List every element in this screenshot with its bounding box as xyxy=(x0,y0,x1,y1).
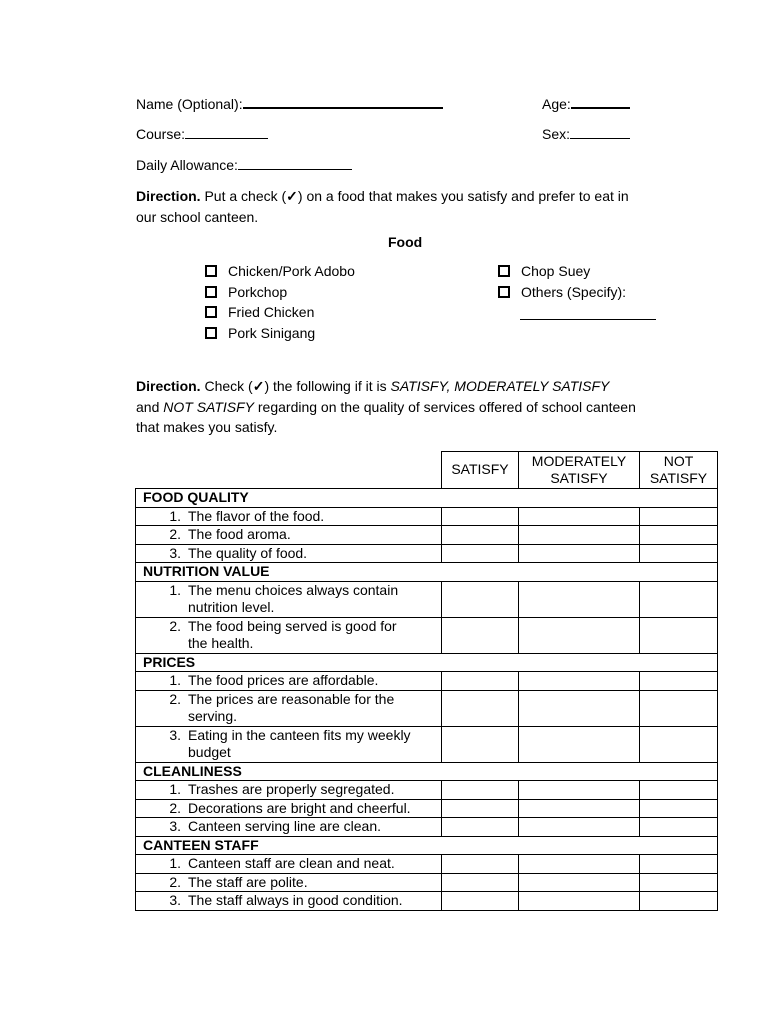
item-cell xyxy=(136,855,442,874)
rating-cell-not-satisfy[interactable] xyxy=(640,818,718,837)
col-moderately-label-1: MODERATELY xyxy=(531,452,627,469)
direction-2-line-1 xyxy=(136,376,696,397)
rating-cell-satisfy[interactable] xyxy=(442,892,519,911)
rating-cell-satisfy[interactable] xyxy=(442,855,519,874)
rating-cell-moderately-satisfy[interactable] xyxy=(519,855,640,874)
rating-cell-satisfy[interactable] xyxy=(442,873,519,892)
section-title: CLEANLINESS xyxy=(136,762,718,781)
sex-field xyxy=(542,124,630,142)
table-row xyxy=(136,781,718,800)
section-row xyxy=(136,489,718,508)
rating-cell-not-satisfy[interactable] xyxy=(640,507,718,526)
check-mark-icon: ✓ xyxy=(252,378,265,394)
direction-2-lead: Direction. xyxy=(136,378,201,394)
item-text-line: the health. xyxy=(188,635,254,651)
item-number: 1. xyxy=(169,507,181,524)
item-text xyxy=(188,727,441,762)
item-number: 1. xyxy=(169,855,181,871)
food-option[interactable] xyxy=(205,282,287,302)
rating-cell-not-satisfy[interactable] xyxy=(640,526,718,545)
item-cell xyxy=(136,726,442,762)
rating-cell-satisfy[interactable] xyxy=(442,617,519,653)
col-satisfy-header xyxy=(442,452,519,489)
name-field xyxy=(136,93,443,112)
checkbox-icon[interactable] xyxy=(205,265,217,277)
table-row xyxy=(136,818,718,837)
item-cell xyxy=(136,818,442,837)
course-field xyxy=(136,124,268,142)
rating-cell-moderately-satisfy[interactable] xyxy=(519,526,640,545)
sex-blank[interactable] xyxy=(570,124,630,139)
table-row xyxy=(136,873,718,892)
item-number: 1. xyxy=(169,581,181,598)
table-row xyxy=(136,581,718,617)
item-text-line: nutrition level. xyxy=(188,599,275,615)
rating-cell-not-satisfy[interactable] xyxy=(640,672,718,691)
item-text-line: Decorations are bright and cheerful. xyxy=(188,799,411,816)
rating-cell-moderately-satisfy[interactable] xyxy=(519,781,640,800)
rating-cell-satisfy[interactable] xyxy=(442,726,519,762)
item-text xyxy=(188,672,441,690)
item-number: 3. xyxy=(169,726,181,743)
item-number: 3. xyxy=(169,544,181,561)
others-specify-blank[interactable] xyxy=(520,305,656,320)
item-cell xyxy=(136,892,442,911)
item-text xyxy=(188,874,441,892)
rating-cell-satisfy[interactable] xyxy=(442,544,519,563)
item-number: 2. xyxy=(169,799,181,816)
food-option[interactable] xyxy=(498,282,626,302)
section-title: PRICES xyxy=(136,653,718,672)
item-text xyxy=(188,892,441,910)
item-cell xyxy=(136,526,442,545)
rating-cell-satisfy[interactable] xyxy=(442,672,519,691)
rating-cell-moderately-satisfy[interactable] xyxy=(519,818,640,837)
item-text-line: Canteen staff are clean and neat. xyxy=(188,855,395,871)
rating-cell-not-satisfy[interactable] xyxy=(640,726,718,762)
item-text xyxy=(188,800,441,818)
item-number: 2. xyxy=(169,690,181,707)
table-row xyxy=(136,507,718,526)
section-title: FOOD QUALITY xyxy=(136,489,718,508)
rating-cell-not-satisfy[interactable] xyxy=(640,873,718,892)
direction-1-lead: Direction. xyxy=(136,188,201,204)
item-text-line: serving. xyxy=(188,708,238,724)
rating-cell-satisfy[interactable] xyxy=(442,818,519,837)
food-option-label: Chop Suey xyxy=(521,263,591,279)
food-option-label: Pork Sinigang xyxy=(228,325,316,342)
rating-cell-moderately-satisfy[interactable] xyxy=(519,507,640,526)
col-moderately-header xyxy=(519,452,640,489)
checkbox-icon[interactable] xyxy=(498,265,510,277)
section-row xyxy=(136,836,718,855)
rating-cell-not-satisfy[interactable] xyxy=(640,544,718,563)
rating-cell-not-satisfy[interactable] xyxy=(640,855,718,874)
item-number: 1. xyxy=(169,672,181,688)
item-text-line: The menu choices always contain xyxy=(188,581,399,598)
item-text xyxy=(188,855,441,873)
table-row xyxy=(136,526,718,545)
item-cell xyxy=(136,617,442,653)
food-option-label: Chicken/Pork Adobo xyxy=(228,263,355,279)
rating-cell-moderately-satisfy[interactable] xyxy=(519,672,640,691)
age-label: Age: xyxy=(542,96,571,112)
rating-cell-moderately-satisfy[interactable] xyxy=(519,799,640,818)
course-label: Course: xyxy=(136,126,186,142)
item-text xyxy=(188,508,441,526)
col-not-label-1: NOT xyxy=(663,452,694,469)
food-option[interactable] xyxy=(205,302,314,322)
name-label: Name (Optional): xyxy=(136,96,243,112)
direction-1-text-a: Put a check ( xyxy=(200,188,287,204)
direction-2-text-d: regarding on the quality of services offered of school canteen xyxy=(254,398,636,415)
age-blank[interactable] xyxy=(571,93,630,109)
item-number: 3. xyxy=(169,818,181,834)
rating-cell-satisfy[interactable] xyxy=(442,799,519,818)
table-header-blank xyxy=(136,452,442,489)
direction-2 xyxy=(136,376,696,438)
item-text xyxy=(188,526,441,544)
item-text-line: budget xyxy=(188,744,231,760)
item-cell xyxy=(136,581,442,617)
rating-cell-not-satisfy[interactable] xyxy=(640,690,718,726)
table-row xyxy=(136,799,718,818)
table-header-row xyxy=(136,452,718,489)
item-text-line: The food aroma. xyxy=(188,526,291,542)
item-cell xyxy=(136,781,442,800)
item-text-line: The staff are polite. xyxy=(188,873,308,890)
col-not-label-2: SATISFY xyxy=(649,470,708,486)
col-not-satisfy-header xyxy=(640,452,718,489)
item-text-line: The staff always in good condition. xyxy=(188,892,403,908)
item-cell xyxy=(136,507,442,526)
direction-1 xyxy=(136,186,696,227)
item-number: 2. xyxy=(169,617,181,634)
item-cell xyxy=(136,672,442,691)
food-option-label: Porkchop xyxy=(228,283,288,300)
item-text-line: The food being served is good for xyxy=(188,617,397,634)
item-text-line: Eating in the canteen fits my weekly xyxy=(188,726,411,743)
item-cell xyxy=(136,873,442,892)
item-text-line: The prices are reasonable for the xyxy=(188,690,395,707)
food-option-label: Others (Specify): xyxy=(521,283,627,300)
col-satisfy-label: SATISFY xyxy=(451,461,509,478)
rating-cell-not-satisfy[interactable] xyxy=(640,892,718,911)
rating-cell-satisfy[interactable] xyxy=(442,690,519,726)
item-cell xyxy=(136,544,442,563)
rating-cell-satisfy[interactable] xyxy=(442,526,519,545)
checkbox-icon[interactable] xyxy=(498,286,510,298)
direction-1-text-b: ) on a food that makes you satisfy and prefer to eat in xyxy=(297,188,629,204)
direction-2-text-c: and xyxy=(136,398,164,415)
table-row xyxy=(136,672,718,691)
course-blank[interactable] xyxy=(185,124,268,139)
checkbox-icon[interactable] xyxy=(205,286,217,298)
allowance-label: Daily Allowance: xyxy=(136,157,238,173)
item-number: 2. xyxy=(169,873,181,890)
rating-cell-moderately-satisfy[interactable] xyxy=(519,617,640,653)
direction-2-text-a: Check ( xyxy=(200,378,253,394)
table-row xyxy=(136,892,718,911)
direction-2-text-b: ) the following if it is xyxy=(264,378,391,394)
rating-cell-not-satisfy[interactable] xyxy=(640,781,718,800)
survey-table xyxy=(135,451,718,911)
section-title: CANTEEN STAFF xyxy=(136,836,718,855)
rating-cell-satisfy[interactable] xyxy=(442,507,519,526)
item-number: 1. xyxy=(169,781,181,797)
food-option[interactable] xyxy=(205,323,315,343)
rating-cell-moderately-satisfy[interactable] xyxy=(519,581,640,617)
item-text xyxy=(188,691,441,726)
item-cell xyxy=(136,799,442,818)
direction-1-line-2: our school canteen. xyxy=(136,208,259,225)
section-row xyxy=(136,563,718,582)
item-text xyxy=(188,545,441,563)
table-row xyxy=(136,617,718,653)
rating-cell-satisfy[interactable] xyxy=(442,581,519,617)
check-mark-icon: ✓ xyxy=(286,188,298,204)
food-heading: Food xyxy=(388,234,423,250)
rating-cell-not-satisfy[interactable] xyxy=(640,799,718,818)
item-text-line: The flavor of the food. xyxy=(188,507,325,524)
direction-2-italic-a: SATISFY, MODERATELY SATISFY xyxy=(390,378,610,394)
food-option[interactable] xyxy=(205,261,355,281)
food-option[interactable] xyxy=(498,261,590,281)
table-row xyxy=(136,544,718,563)
table-row xyxy=(136,690,718,726)
rating-cell-moderately-satisfy[interactable] xyxy=(519,726,640,762)
section-row xyxy=(136,653,718,672)
rating-cell-moderately-satisfy[interactable] xyxy=(519,690,640,726)
item-text-line: The quality of food. xyxy=(188,544,308,561)
item-text-line: The food prices are affordable. xyxy=(188,672,379,688)
col-moderately-label-2: SATISFY xyxy=(550,470,608,486)
rating-cell-moderately-satisfy[interactable] xyxy=(519,544,640,563)
checkbox-icon[interactable] xyxy=(205,327,217,339)
rating-cell-satisfy[interactable] xyxy=(442,781,519,800)
item-number: 2. xyxy=(169,526,181,542)
item-text xyxy=(188,781,441,799)
age-field xyxy=(542,93,630,112)
table-row xyxy=(136,855,718,874)
item-text xyxy=(188,582,441,617)
rating-cell-not-satisfy[interactable] xyxy=(640,581,718,617)
section-title: NUTRITION VALUE xyxy=(136,563,718,582)
item-text xyxy=(188,818,441,836)
item-text-line: Canteen serving line are clean. xyxy=(188,818,382,834)
allowance-field xyxy=(136,155,352,173)
item-text-line: Trashes are properly segregated. xyxy=(188,781,395,797)
checkbox-icon[interactable] xyxy=(205,306,217,318)
rating-cell-not-satisfy[interactable] xyxy=(640,617,718,653)
direction-2-line-2 xyxy=(136,397,696,418)
table-row xyxy=(136,726,718,762)
sex-label: Sex: xyxy=(542,126,571,142)
item-text xyxy=(188,618,441,653)
section-row xyxy=(136,762,718,781)
allowance-blank[interactable] xyxy=(238,155,352,170)
name-blank[interactable] xyxy=(243,93,443,109)
direction-2-line-3: that makes you satisfy. xyxy=(136,419,278,435)
item-cell xyxy=(136,690,442,726)
food-option-label: Fried Chicken xyxy=(228,304,315,321)
direction-1-line-1 xyxy=(136,186,696,207)
rating-cell-moderately-satisfy[interactable] xyxy=(519,873,640,892)
rating-cell-moderately-satisfy[interactable] xyxy=(519,892,640,911)
item-number: 3. xyxy=(169,892,181,908)
direction-2-italic-b: NOT SATISFY xyxy=(163,398,254,415)
